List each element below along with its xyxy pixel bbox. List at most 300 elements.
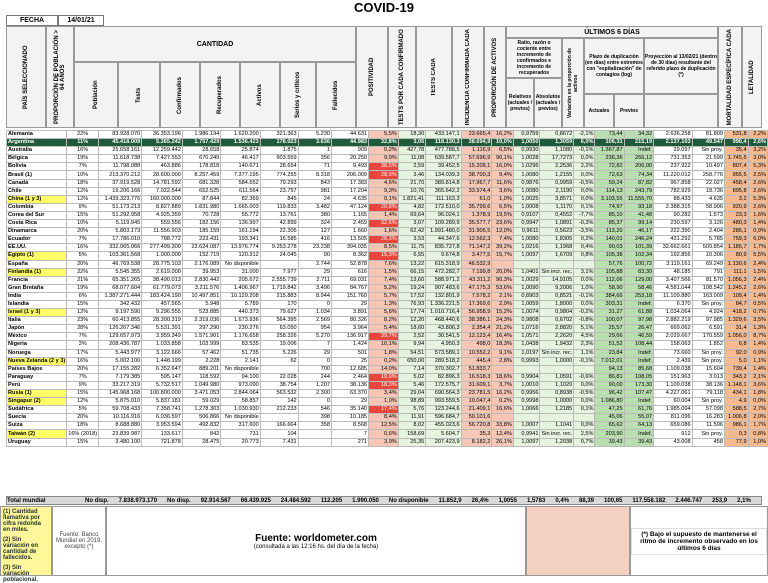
- table-cell-d2: 129,00: [624, 276, 654, 284]
- table-cell-ra: 1,1968: [540, 244, 574, 252]
- table-cell-cf: 23.624.087: [182, 244, 220, 252]
- table-cell-m: 1.329,6: [724, 317, 748, 325]
- table-cell-t: 2.619.000: [142, 268, 183, 276]
- table-cell-pr: 222.390: [654, 228, 692, 236]
- table-cell-rr: [513, 414, 540, 422]
- table-cell-s: 954: [298, 325, 331, 333]
- table-cell-pa: 2,1%: [492, 292, 513, 300]
- table-cell-v: -0,1%: [574, 357, 595, 365]
- table-row: [7, 365, 768, 373]
- table-cell-pos: 1,8%: [369, 349, 399, 357]
- table-cell-c: Uruguay: [7, 438, 67, 446]
- table-cell-tca: 5.604,7: [426, 430, 461, 438]
- table-cell-pa: 10,0%: [492, 139, 513, 147]
- table-cell-pos: 28,9%: [369, 171, 399, 179]
- table-cell-inc: 31.906,5: [461, 228, 492, 236]
- table-cell-f: 394.035: [331, 244, 368, 252]
- total-deaths: 1.990.050: [352, 497, 379, 504]
- table-cell-p: 12%: [67, 187, 99, 195]
- table-cell-ra: 0,4552: [540, 211, 574, 219]
- table-cell-cf: 70.728: [182, 211, 220, 219]
- table-cell-p: 7%: [67, 163, 99, 171]
- table-cell-v: 0,0%: [574, 398, 595, 406]
- header-positivity: POSITIVIDAD: [356, 26, 388, 128]
- table-cell-pos: 5,7%: [369, 292, 399, 300]
- table-cell-pr: 1.109.038: [654, 381, 692, 389]
- table-cell-pa: 15,7%: [492, 252, 513, 260]
- table-cell-c: Finlandia (1): [7, 268, 67, 276]
- table-cell-pr: 90.282: [654, 211, 692, 219]
- table-cell-f: 2.459: [331, 220, 368, 228]
- table-cell-r: 83.535: [221, 341, 260, 349]
- table-cell-pob: 332.065.066: [99, 244, 142, 252]
- table-cell-inc: 2.354,4: [461, 325, 492, 333]
- table-cell-cf: 889.201: [182, 365, 220, 373]
- table-cell-f: 3.891: [331, 309, 368, 317]
- table-cell-pr: 2.137.103: [654, 139, 692, 147]
- table-cell-tc: 13,22: [398, 260, 425, 268]
- table-cell-pos: 5,5%: [369, 131, 399, 139]
- table-cell-v: -0,3%: [574, 220, 595, 228]
- table-cell-d1: 51,52: [595, 341, 624, 349]
- table-cell-s: 0: [298, 357, 331, 365]
- table-cell-p: 10%: [67, 171, 99, 179]
- table-cell-ra: 2,8820: [540, 325, 574, 333]
- table-cell-tca: 96.024,1: [426, 211, 461, 219]
- table-cell-cf: 2.176.089: [182, 260, 220, 268]
- table-cell-pob: 5.119.945: [99, 220, 142, 228]
- table-cell-r: No disponible: [221, 365, 260, 373]
- table-cell-pr: 912: [654, 430, 692, 438]
- table-cell-t: 6.352.647: [142, 365, 183, 373]
- table-cell-tc: 5,46: [398, 381, 425, 389]
- table-cell-tc: 69,64: [398, 211, 425, 219]
- table-cell-cf: 103.999: [182, 341, 220, 349]
- table-cell-rr: 1,0097: [513, 252, 540, 260]
- table-cell-rr: 0,9941: [513, 430, 540, 438]
- table-cell-ra: Sin incr. rec.: [541, 349, 573, 356]
- table-cell-l: 2,1%: [748, 373, 767, 381]
- table-cell-tca: 172.510,0: [426, 203, 461, 211]
- table-cell-tca: 615.318,9: [426, 260, 461, 268]
- table-cell-d1: 90,00: [595, 381, 624, 389]
- table-cell-tc: 76,93: [398, 300, 425, 308]
- table-cell-pr: 1.109.038: [654, 365, 692, 373]
- table-cell-c: Nigeria: [7, 341, 67, 349]
- table-cell-m: 1.056,0: [724, 333, 748, 341]
- table-cell-d2: 253,18: [624, 292, 654, 300]
- table-cell-ra: 1,0000: [540, 398, 574, 406]
- table-cell-v: 6,0%: [574, 139, 595, 147]
- table-cell-pos: 17,4%: [369, 406, 399, 414]
- table-cell-v: [574, 414, 595, 422]
- table-cell-pr2: 22.027: [692, 179, 724, 187]
- table-cell-v: -0,6%: [574, 373, 595, 381]
- table-cell-v: -2,1%: [574, 131, 595, 139]
- table-cell-l: 0,9%: [748, 228, 767, 236]
- table-cell-a: 22.305: [260, 228, 298, 236]
- table-cell-t: 133.617: [142, 430, 183, 438]
- table-cell-pr2: 15.604: [692, 365, 724, 373]
- table-cell-pos: 8,5%: [369, 244, 399, 252]
- table-cell-inc: 35.577,7: [461, 220, 492, 228]
- table-cell-t: 160.000.000: [142, 195, 183, 203]
- table-cell-c: China (1 y 3): [7, 195, 67, 203]
- table-cell-ra: 0,5623: [540, 228, 574, 236]
- table-cell-pa: 16,2%: [492, 131, 513, 139]
- table-cell-l: 0,7%: [748, 309, 767, 317]
- table-cell-p: 20%: [67, 228, 99, 236]
- table-cell-pob: 11.798.088: [99, 163, 142, 171]
- table-cell-c: Suecia: [7, 414, 67, 422]
- table-cell-pr2: 57.098: [692, 406, 724, 414]
- header-tests-per-million: [416, 26, 452, 128]
- table-cell-c: Perú: [7, 381, 67, 389]
- table-cell-m: 77,9: [724, 438, 748, 446]
- table-row: [7, 284, 768, 292]
- table-cell-s: 1: [298, 147, 331, 155]
- table-cell-pr: 811.096: [654, 414, 692, 422]
- table-cell-ra: [540, 260, 574, 268]
- table-cell-s: 843: [298, 179, 331, 187]
- table-cell-l: 2,4%: [748, 276, 767, 284]
- header-country: PAÍS SELECCIONADO: [6, 26, 46, 128]
- table-cell-pob: 51.173.213: [99, 203, 142, 211]
- table-cell-tc: 9,94: [398, 341, 425, 349]
- table-cell-f: 3.964: [331, 325, 368, 333]
- table-cell-c: Australia: [7, 147, 67, 155]
- table-cell-pr2: 79.118: [692, 390, 724, 398]
- table-cell-pr: 29.097: [654, 147, 692, 155]
- table-cell-d2: 206,00: [624, 163, 654, 171]
- table-cell-l: 3,2%: [748, 147, 767, 155]
- table-cell-rr: 1,0050: [513, 139, 540, 147]
- table-cell-pob: 83.928.070: [99, 131, 142, 139]
- table-cell-inc: 35,3: [461, 430, 492, 438]
- table-cell-inc: 23.781,5: [461, 390, 492, 398]
- header-deaths: Fallecidos: [316, 62, 356, 128]
- header-doubling: Plazo de duplicación (en días) entre extremos con "espitalización" de contagios (log): [584, 38, 644, 94]
- table-cell-a: 63.050: [260, 325, 298, 333]
- table-cell-m: 3,2: [724, 195, 748, 203]
- table-cell-d2: 85,68: [624, 365, 654, 373]
- header-active-proportion: PROPORCIÓN DE ACTIVOS: [484, 26, 506, 128]
- table-cell-a: [260, 414, 298, 422]
- table-cell-d2: 107,47: [624, 390, 654, 398]
- table-row: [7, 398, 768, 406]
- table-cell-ra: 0,8672: [540, 131, 574, 139]
- table-cell-d2: 97,98: [624, 317, 654, 325]
- table-cell-f: 17.383: [331, 179, 368, 187]
- table-cell-t: 5.531.391: [142, 325, 183, 333]
- table-cell-pr2: 170.559: [692, 333, 724, 341]
- table-cell-tc: 17,74: [398, 309, 425, 317]
- table-cell-pob: 208.436.787: [99, 341, 142, 349]
- header-current: Actuales: [584, 94, 614, 128]
- table-cell-l: 6,0%: [748, 236, 767, 244]
- table-cell-l: 1,6%: [748, 211, 767, 219]
- table-row: [7, 309, 768, 317]
- table-cell-pa: [492, 260, 513, 268]
- header-tests-per-confirmed: TESTS POR CADA CONFIRMADO: [388, 26, 416, 128]
- table-cell-pr2: 81.809: [692, 131, 724, 139]
- table-cell-l: 1,5%: [748, 268, 767, 276]
- table-cell-cf: 1.571.901: [182, 333, 220, 341]
- table-cell-p: 15%: [67, 300, 99, 308]
- footnote-1: (1) Cantidad llamativa por cifra redonda en miles.: [3, 509, 42, 533]
- table-cell-f: 8.362: [331, 252, 368, 260]
- table-cell-rr: 1,0571: [513, 333, 540, 341]
- table-cell-v: -3,5%: [574, 228, 595, 236]
- table-cell-tca: 690.564,3: [426, 390, 461, 398]
- table-cell-ra: Sin incr. rec.: [541, 430, 573, 437]
- table-cell-inc: 31.609,1: [461, 381, 492, 389]
- table-cell-pa: 39,2%: [492, 244, 513, 252]
- table-cell-pob: 5.803.173: [99, 228, 142, 236]
- table-cell-t: 3.953.594: [142, 422, 183, 430]
- table-cell-pr: 43.008: [654, 438, 692, 446]
- date-value: 14/01/21: [58, 15, 104, 26]
- table-cell-d1: 59,24: [595, 179, 624, 187]
- table-cell-c: Bolivia: [7, 163, 67, 171]
- table-cell-rr: 1,0080: [513, 171, 540, 179]
- table-cell-pr: 230.597: [654, 220, 692, 228]
- table-cell-pr2: Sin proy.: [692, 147, 724, 155]
- table-cell-pr: 782.929: [654, 187, 692, 195]
- table-cell-d2: 46,17: [624, 228, 654, 236]
- table-cell-tc: 66,15: [398, 268, 425, 276]
- table-cell-v: 2,2%: [574, 163, 595, 171]
- table-cell-p: 10%: [67, 220, 99, 228]
- table-cell-rr: 1,0090: [513, 284, 540, 292]
- table-cell-r: 13.976.774: [221, 244, 260, 252]
- table-cell-f: 20.250: [331, 155, 368, 163]
- table-cell-ra: 1,0891: [540, 220, 574, 228]
- table-cell-m: 109,4: [724, 292, 748, 300]
- table-cell-a: 212.233: [260, 406, 298, 414]
- table-cell-r: 584.652: [221, 179, 260, 187]
- table-cell-a: 7.431: [260, 438, 298, 446]
- table-cell-l: 1,4%: [748, 220, 767, 228]
- table-row: [7, 276, 768, 284]
- table-cell-a: 62: [260, 357, 298, 365]
- table-cell-t: 1.000.000: [142, 252, 183, 260]
- table-cell-a: 258.326: [260, 333, 298, 341]
- table-cell-pr2: 38.136: [692, 381, 724, 389]
- table-cell-tca: 289.518,2: [426, 357, 461, 365]
- table-cell-ra: 1,2038: [540, 438, 574, 446]
- table-cell-pos: 5,2%: [369, 284, 399, 292]
- table-cell-cf: 523.885: [182, 309, 220, 317]
- table-cell-r: 193.341: [221, 236, 260, 244]
- table-cell-m: 5,0: [724, 357, 748, 365]
- table-cell-r: 136.997: [221, 220, 260, 228]
- table-cell-pos: 1,5%: [369, 268, 399, 276]
- table-cell-pob: 126.267.346: [99, 325, 142, 333]
- header-absolute: Absolutos (actuales / previos): [534, 78, 562, 128]
- table-cell-t: 7.022.544: [142, 187, 183, 195]
- table-cell-pob: 60.413.855: [99, 317, 142, 325]
- table-cell-cf: 3.471.053: [182, 390, 220, 398]
- table-cell-t: 38.490.013: [142, 276, 183, 284]
- table-cell-pr2: 108.542: [692, 284, 724, 292]
- table-cell-c: Egipto (1): [7, 252, 67, 260]
- table-cell-m: 920,9: [724, 203, 748, 211]
- table-cell-m: 895,8: [724, 187, 748, 195]
- table-cell-pa: 90,1%: [492, 155, 513, 163]
- table-cell-pr2: 6.591: [692, 325, 724, 333]
- table-cell-pos: 15,3%: [369, 252, 399, 260]
- table-cell-tc: 2,52: [398, 333, 425, 341]
- table-cell-r: 205.672: [221, 276, 260, 284]
- table-cell-pob: 65.351.265: [99, 276, 142, 284]
- table-cell-tca: 43.806,3: [426, 325, 461, 333]
- header-confirmed: Confirmados: [160, 62, 200, 128]
- table-cell-p: 12%: [67, 398, 99, 406]
- table-cell-c: Rusia (1): [7, 390, 67, 398]
- table-cell-pa: 16,6%: [492, 406, 513, 414]
- table-cell-rr: 1,0025: [513, 195, 540, 203]
- table-cell-cf: 2.319.036: [182, 317, 220, 325]
- total-label: Total mundial: [7, 497, 46, 504]
- table-cell-pos: 7,4%: [369, 276, 399, 284]
- table-cell-pob: 5.545.355: [99, 268, 142, 276]
- table-cell-s: 2.711: [298, 276, 331, 284]
- table-cell-pob: 10.116.916: [99, 414, 142, 422]
- table-cell-tc: 4,82: [398, 203, 425, 211]
- table-cell-ra: 1,3059: [540, 139, 574, 147]
- table-cell-d2: 39,43: [624, 438, 654, 446]
- table-cell-v: -0,5%: [574, 179, 595, 187]
- table-cell-tc: 62,42: [398, 228, 425, 236]
- header-mortality-label: MORTALIDAD ESPECÍFICA CADA: [727, 28, 733, 126]
- notes-section: [0, 506, 768, 583]
- table-cell-v: 0,7%: [574, 438, 595, 446]
- table-cell-rr: 0,8903: [513, 292, 540, 300]
- total-incidence: 11.852,9: [438, 497, 462, 504]
- table-cell-a: 119.833: [260, 203, 298, 211]
- table-cell-t: 595.147: [142, 373, 183, 381]
- table-row: [7, 211, 768, 219]
- table-cell-d1: 114,13: [595, 187, 624, 195]
- table-cell-inc: 10.047,4: [461, 398, 492, 406]
- table-cell-tc: 650,00: [398, 357, 425, 365]
- table-cell-inc: 51.833,7: [461, 365, 492, 373]
- table-cell-rr: 1,0080: [513, 187, 540, 195]
- table-cell-r: 58.857: [221, 398, 260, 406]
- table-cell-s: 324: [298, 220, 331, 228]
- table-cell-l: 2,5%: [748, 171, 767, 179]
- table-cell-rr: 1,0080: [513, 236, 540, 244]
- table-cell-tc: 25,35: [398, 438, 425, 446]
- table-cell-v: 1,0%: [574, 284, 595, 292]
- table-cell-v: 0,0%: [574, 422, 595, 430]
- table-cell-tc: 5,02: [398, 373, 425, 381]
- table-cell-cf: 5.948: [182, 300, 220, 308]
- table-cell-f: 29: [331, 398, 368, 406]
- table-cell-pos: 8,4%: [369, 414, 399, 422]
- table-cell-pos: 38,5%: [369, 163, 399, 171]
- table-cell-pr2: 258.776: [692, 171, 724, 179]
- table-cell-cf: 87.844: [182, 195, 220, 203]
- table-cell-ra: 3,8571: [540, 195, 574, 203]
- table-cell-pa: 16,0%: [492, 163, 513, 171]
- table-cell-tca: 207.423,9: [426, 438, 461, 446]
- table-cell-tca: 4.950,3: [426, 341, 461, 349]
- table-cell-pr: 1.985.094: [654, 406, 692, 414]
- table-cell-m: 739,4: [724, 365, 748, 373]
- table-cell-a: 24.045: [260, 252, 298, 260]
- table-cell-m: 92,0: [724, 349, 748, 357]
- table-cell-ra: 1,9432: [540, 341, 574, 349]
- table-cell-pob: 17.155.282: [99, 365, 142, 373]
- table-cell-c: Nueva Zelanda (2 y 3): [8, 357, 66, 364]
- table-cell-pa: 12,0%: [492, 228, 513, 236]
- table-row: [7, 139, 768, 147]
- table-cell-pob: 145.968.168: [99, 390, 142, 398]
- table-cell-l: 0,5%: [748, 300, 767, 308]
- table-cell-r: 230.276: [221, 325, 260, 333]
- table-row: [7, 357, 768, 365]
- table-cell-r: 1.030.930: [221, 406, 260, 414]
- table-cell-p: 16%: [67, 357, 99, 365]
- table-cell-d1: 45,06: [595, 414, 624, 422]
- table-cell-m: 1.245,2: [724, 284, 748, 292]
- table-cell-r: 1.536.423: [221, 139, 260, 147]
- table-cell-f: 25: [331, 357, 368, 365]
- table-cell-l: 2,6%: [748, 203, 767, 211]
- table-cell-l: 0,9%: [748, 349, 767, 357]
- table-row: [7, 292, 768, 300]
- table-cell-d1: 25,57: [595, 325, 624, 333]
- total-recovered: 66.439.925: [240, 497, 271, 504]
- table-cell-p: 19%: [67, 155, 99, 163]
- table-cell-inc: 33.974,4: [461, 187, 492, 195]
- table-cell-a: 5.226: [260, 349, 298, 357]
- table-cell-pa: 19,5%: [492, 211, 513, 219]
- table-cell-tca: 365.642,2: [426, 187, 461, 195]
- table-cell-pob: 19.206.166: [99, 187, 142, 195]
- table-cell-r: 1.176.658: [221, 333, 260, 341]
- table-cell-pa: 9,4%: [492, 171, 513, 179]
- table-cell-a: 321.363: [260, 131, 298, 139]
- table-cell-cf: 10.497.851: [182, 292, 220, 300]
- table-cell-d1: 113,20: [595, 228, 624, 236]
- table-cell-ra: 1,2155: [540, 171, 574, 179]
- table-cell-pos: 4,6%: [369, 179, 399, 187]
- table-cell-cf: 1.831.980: [182, 203, 220, 211]
- table-cell-pob: 33.217.319: [99, 381, 142, 389]
- table-row: [7, 381, 768, 389]
- table-cell-t: 7.358.741: [142, 406, 183, 414]
- table-cell-f: 84.767: [331, 284, 368, 292]
- source-title: Fuente: worldometer.com: [255, 532, 377, 544]
- table-cell-a: 16.585: [260, 236, 298, 244]
- header-variation: Variación en la proporción de activos: [562, 38, 584, 128]
- table-row: [7, 430, 768, 438]
- table-cell-f: 12.685: [331, 365, 368, 373]
- table-cell-s: 2.300: [298, 390, 331, 398]
- table-cell-inc: 498,0: [461, 341, 492, 349]
- table-cell-p: 12%: [67, 309, 99, 317]
- table-row: [7, 341, 768, 349]
- table-cell-pr: 1.034.064: [654, 309, 692, 317]
- table-cell-d2: 61,76: [624, 406, 654, 414]
- table-row: [7, 333, 768, 341]
- page-title: COVID-19: [354, 0, 414, 15]
- table-cell-pr2: 10.306: [692, 252, 724, 260]
- table-cell-tc: 11,91: [398, 414, 425, 422]
